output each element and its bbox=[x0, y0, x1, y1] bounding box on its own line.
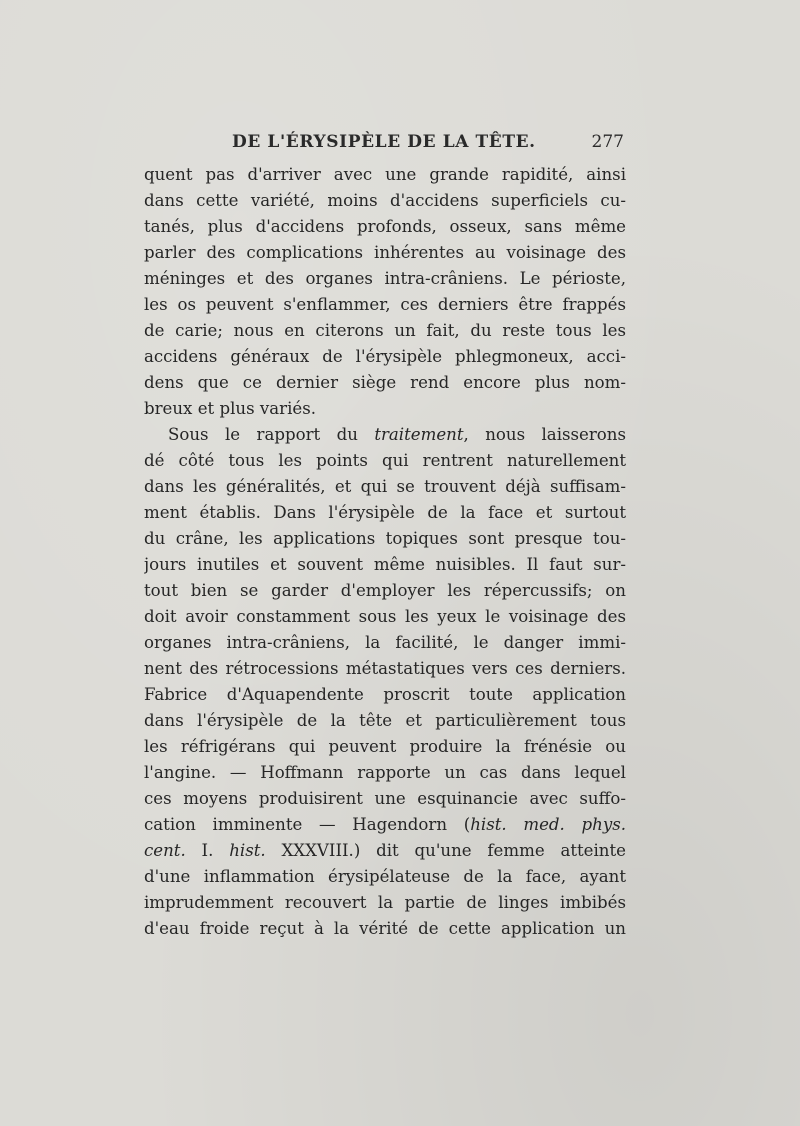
text-line: tanés, plus d'accidens profonds, osseux, sans même bbox=[144, 217, 626, 236]
text-line: du crâne, les applications topiques sont presque tou- bbox=[144, 529, 626, 548]
text-line: méninges et des organes intra-crâniens. Le périoste, bbox=[144, 269, 626, 288]
text-line: nent des rétrocessions métastatiques vers ces derniers. bbox=[144, 659, 626, 678]
text-line: l'angine. — Hoffmann rapporte un cas dans lequel bbox=[144, 763, 626, 782]
text-line: ment établis. Dans l'érysipèle de la face et surtout bbox=[144, 503, 626, 522]
text-segment: cation imminente — Hagendorn ( bbox=[144, 815, 471, 834]
running-title: DE L'ÉRYSIPÈLE DE LA TÊTE. bbox=[232, 132, 536, 152]
page-header bbox=[144, 130, 624, 158]
text-segment: I. bbox=[185, 841, 230, 860]
text-line: imprudemment recouvert la partie de linges imbibés bbox=[144, 893, 626, 912]
text-line: breux et plus variés. bbox=[144, 399, 316, 418]
body-text bbox=[144, 162, 626, 942]
text-segment: Sous le rapport du bbox=[168, 425, 375, 444]
text-line-citation-cont bbox=[144, 838, 626, 864]
text-line: organes intra-crâniens, la facilité, le danger immi- bbox=[144, 633, 626, 652]
italic-citation: cent. bbox=[144, 841, 186, 860]
text-line: quent pas d'arriver avec une grande rapidité, ainsi bbox=[144, 165, 626, 184]
text-line: jours inutiles et souvent même nuisibles. Il faut sur- bbox=[144, 555, 626, 574]
text-line: dans l'érysipèle de la tête et particulièrement tous bbox=[144, 711, 626, 730]
text-line: les os peuvent s'enflammer, ces derniers être frappés bbox=[144, 295, 626, 314]
italic-term: traitement bbox=[374, 425, 464, 444]
text-line: accidens généraux de l'érysipèle phlegmoneux, acci- bbox=[144, 347, 626, 366]
text-line: d'une inflammation érysipélateuse de la face, ayant bbox=[144, 867, 626, 886]
text-line: d'eau froide reçut à la vérité de cette application un bbox=[144, 919, 626, 938]
text-line: dens que ce dernier siège rend encore plus nom- bbox=[144, 373, 626, 392]
italic-citation: hist. bbox=[229, 841, 266, 860]
text-line: dé côté tous les points qui rentrent naturellement bbox=[144, 451, 626, 470]
text-line: doit avoir constamment sous les yeux le voisinage des bbox=[144, 607, 626, 626]
text-line-citation bbox=[144, 812, 626, 838]
text-line: parler des complications inhérentes au voisinage des bbox=[144, 243, 626, 262]
text-line: de carie; nous en citerons un fait, du reste tous les bbox=[144, 321, 626, 340]
text-segment: XXXVIII.) dit qu'une femme atteinte bbox=[265, 841, 626, 860]
page-number: 277 bbox=[591, 132, 624, 152]
italic-citation: hist. med. phys. bbox=[470, 815, 626, 834]
text-line: ces moyens produisirent une esquinancie avec suffo- bbox=[144, 789, 626, 808]
text-segment: , nous laisserons bbox=[463, 425, 626, 444]
text-line-treatment bbox=[144, 422, 626, 448]
text-line: dans cette variété, moins d'accidens superficiels cu- bbox=[144, 191, 626, 210]
text-line: tout bien se garder d'employer les répercussifs; on bbox=[144, 581, 626, 600]
text-line: Fabrice d'Aquapendente proscrit toute application bbox=[144, 685, 626, 704]
text-line: les réfrigérans qui peuvent produire la frénésie ou bbox=[144, 737, 626, 756]
text-line: dans les généralités, et qui se trouvent déjà suffisam- bbox=[144, 477, 626, 496]
